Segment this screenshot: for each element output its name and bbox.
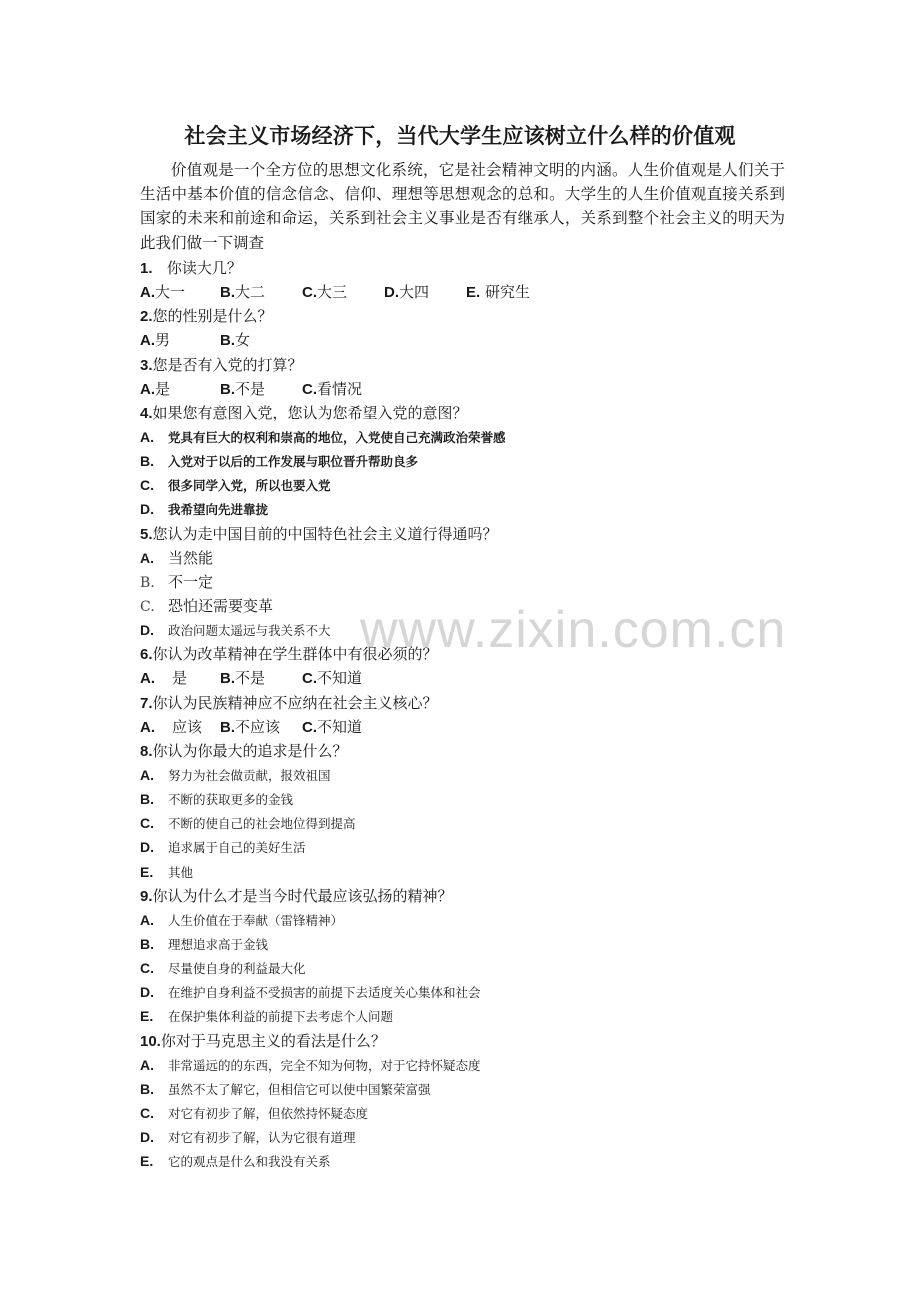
option-e: E. 研究生 <box>466 283 530 302</box>
option-c: C.大三 <box>302 283 348 302</box>
option-d: D. 政治问题太遥远与我关系不大 <box>140 622 331 639</box>
option-b: B. 虽然不太了解它，但相信它可以使中国繁荣富强 <box>140 1080 431 1097</box>
option-b: B. 入党对于以后的工作发展与职位晋升帮助良多 <box>140 453 419 470</box>
option-c: C. 很多同学入党，所以也要入党 <box>140 477 331 494</box>
question-2-options <box>140 328 790 352</box>
option-c: C. 不断的使自己的社会地位得到提高 <box>140 815 356 832</box>
document-title: 社会主义市场经济下，当代大学生应该树立什么样的价值观 <box>184 124 736 148</box>
question-4: 4.如果您有意图入党，您认为您希望入党的意图？ <box>140 403 468 422</box>
option-a: A. 努力为社会做贡献，报效祖国 <box>140 766 331 783</box>
option-b: B.不是 <box>220 379 266 398</box>
option-d: D. 追求属于自己的美好生活 <box>140 839 306 856</box>
option-b: B.大二 <box>220 283 266 302</box>
option-c: C.不知道 <box>302 669 363 688</box>
question-6-options <box>140 666 790 690</box>
option-a: A. 党具有巨大的权利和崇高的地位，入党使自己充满政治荣誉感 <box>140 428 506 445</box>
option-a: A. 非常遥远的的东西，完全不知为何物，对于它持怀疑态度 <box>140 1056 481 1073</box>
question-1 <box>140 256 790 280</box>
question-number: 1. <box>140 260 153 277</box>
question-2: 2.您的性别是什么？ <box>140 307 273 326</box>
option-b: B.不应该 <box>220 717 281 736</box>
option-c: C. 对它有初步了解，但依然持怀疑态度 <box>140 1104 369 1121</box>
option-d: D.大四 <box>384 283 430 302</box>
question-text: 你认为民族精神应不应纳在社会主义核心？ <box>152 693 438 712</box>
option-c: C.看情况 <box>302 379 363 398</box>
option-c: C. 恐怕还需要变革 <box>140 596 274 615</box>
option-e: E. 它的观点是什么和我没有关系 <box>140 1153 331 1170</box>
question-text: 你认为什么才是当今时代最应该弘扬的精神？ <box>152 886 453 905</box>
option-e: E. 在保护集体利益的前提下去考虑个人问题 <box>140 1008 394 1025</box>
option-a: A. 人生价值在于奉献（雷锋精神） <box>140 911 344 928</box>
question-text: 您认为走中国目前的中国特色社会主义道行得通吗？ <box>152 524 498 543</box>
option-b: B.不是 <box>220 669 266 688</box>
option-d: D. 我希望向先进靠拢 <box>140 501 269 518</box>
option-a: A. 是 <box>140 669 188 688</box>
option-a: A.男 <box>140 331 171 350</box>
question-text: 如果您有意图入党，您认为您希望入党的意图？ <box>152 403 468 422</box>
option-a: A. 应该 <box>140 717 203 736</box>
question-text: 您的性别是什么？ <box>152 307 273 326</box>
option-a: A. 当然能 <box>140 548 214 567</box>
questionnaire <box>140 256 790 1173</box>
question-text: 你对于马克思主义的看法是什么？ <box>160 1031 386 1050</box>
option-c: C. 尽量使自身的利益最大化 <box>140 960 306 977</box>
watermark-text: www.zixin.com.cn <box>360 601 787 659</box>
question-6: 6.你认为改革精神在学生群体中有很必须的？ <box>140 645 438 664</box>
question-1-options <box>140 280 790 304</box>
option-b: B.女 <box>220 331 251 350</box>
option-a: A.是 <box>140 379 171 398</box>
question-text: 你认为你最大的追求是什么？ <box>152 741 348 760</box>
option-e: E. 其他 <box>140 863 194 880</box>
question-10: 10.你对于马克思主义的看法是什么？ <box>140 1031 386 1050</box>
question-9: 9.你认为什么才是当今时代最应该弘扬的精神？ <box>140 886 453 905</box>
intro-paragraph: 价值观是一个全方位的思想文化系统，它是社会精神文明的内涵。人生价值观是人们关于生活中基本价值的信念信念、信仰、理想等思想观念的总和。大学生的人生价值观直接关系到国家的未来和前途和命运，关系到社会主义事业是否有继承人，关系到整个社会主义的明天为此我们做一下调查 <box>140 161 785 252</box>
question-3-options <box>140 377 790 401</box>
question-3: 3.您是否有入党的打算？ <box>140 355 303 374</box>
option-b: B. 理想追求高于金钱 <box>140 935 269 952</box>
option-c: C.不知道 <box>302 717 363 736</box>
question-7: 7.你认为民族精神应不应纳在社会主义核心？ <box>140 693 438 712</box>
question-text: 你认为改革精神在学生群体中有很必须的？ <box>152 645 438 664</box>
option-a: A.大一 <box>140 283 186 302</box>
question-8: 8.你认为你最大的追求是什么？ <box>140 741 348 760</box>
option-d: D. 在维护自身利益不受损害的前提下去适度关心集体和社会 <box>140 984 481 1001</box>
option-b: B. 不断的获取更多的金钱 <box>140 791 294 808</box>
question-text: 您是否有入党的打算？ <box>152 355 303 374</box>
option-d: D. 对它有初步了解，认为它很有道理 <box>140 1129 356 1146</box>
question-5: 5.您认为走中国目前的中国特色社会主义道行得通吗？ <box>140 524 498 543</box>
option-b: B. 不一定 <box>140 572 214 591</box>
question-text: 你读大几？ <box>166 259 242 277</box>
question-7-options <box>140 715 790 739</box>
